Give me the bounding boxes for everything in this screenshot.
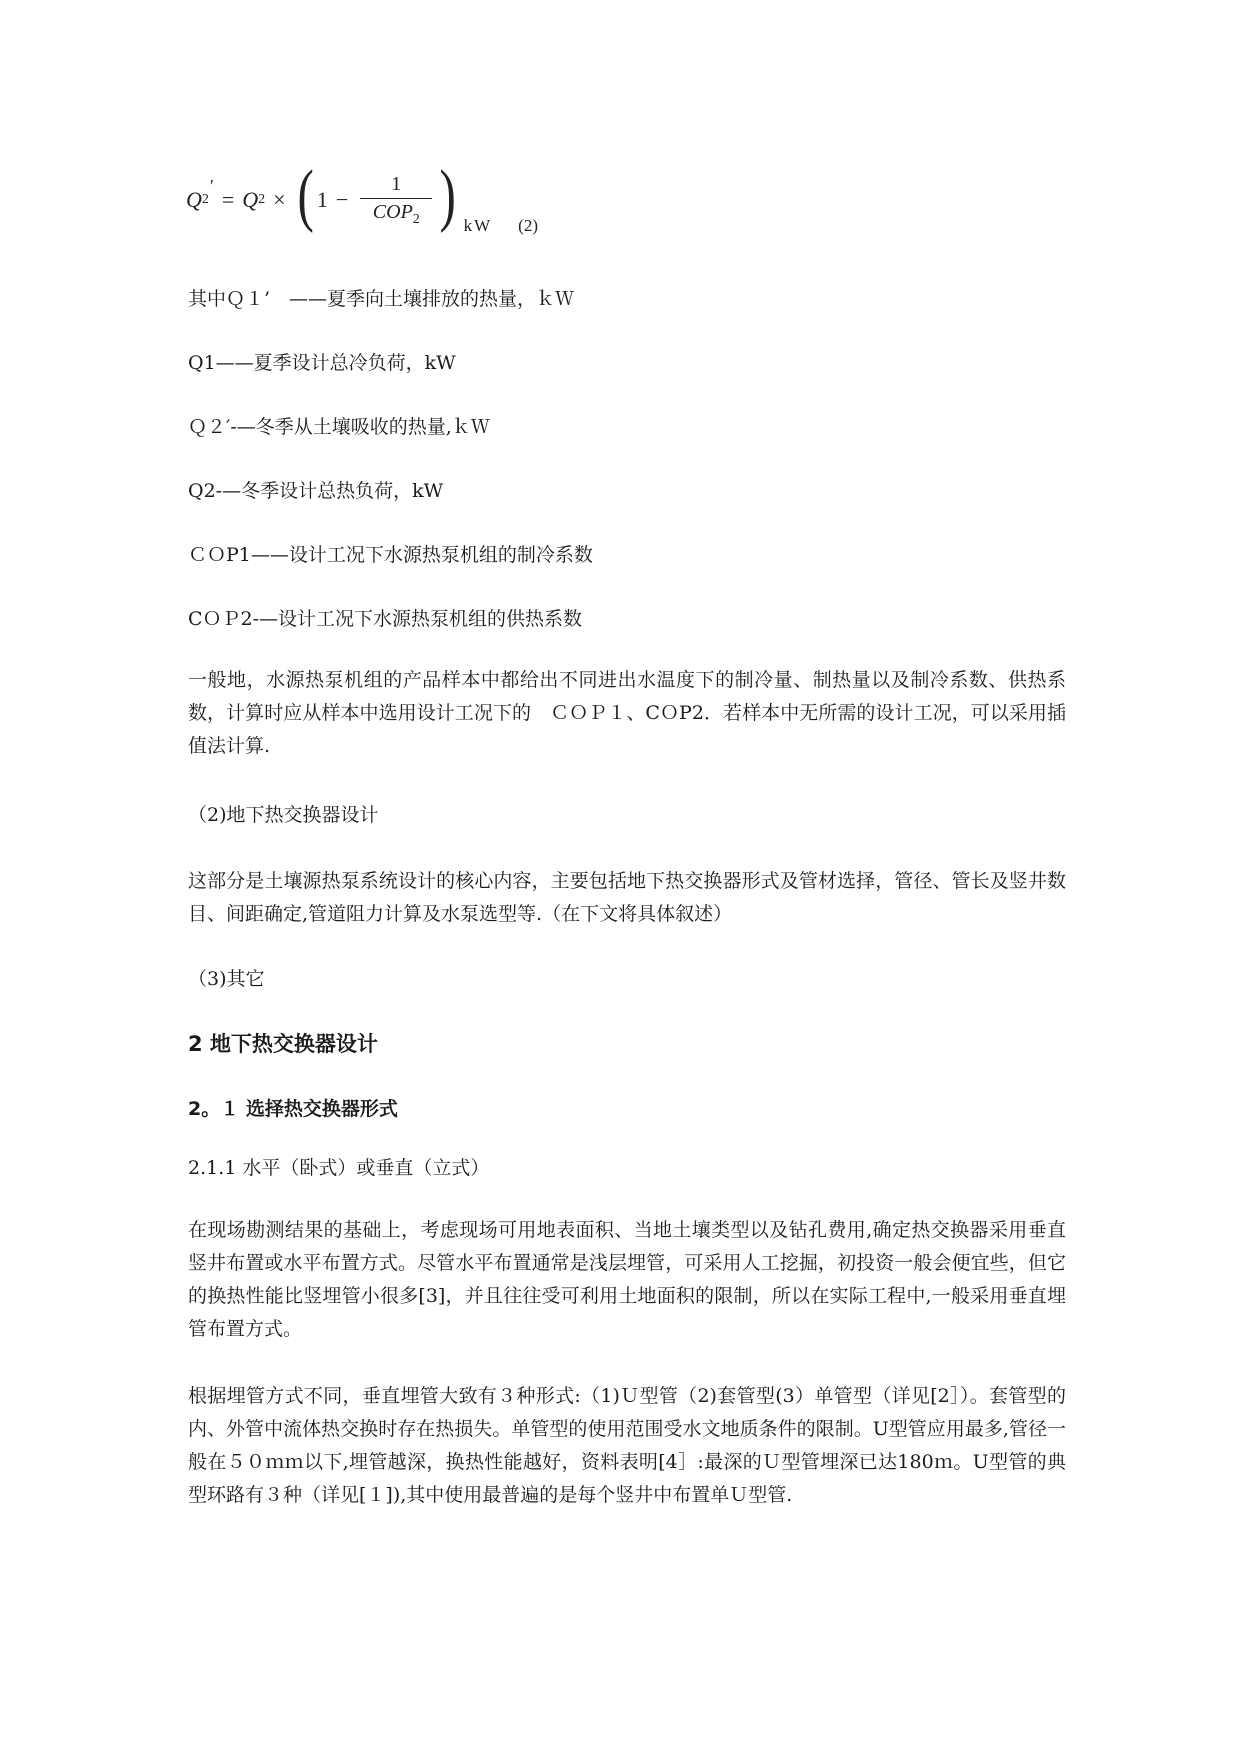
- formula-open-paren: (: [297, 157, 314, 234]
- definition-cop1: ＣＯP1——设计工况下水源热泵机组的制冷系数: [188, 544, 593, 566]
- list-item-2: （2)地下热交换器设计: [188, 804, 379, 826]
- formula-times: ×: [273, 187, 286, 212]
- formula-close-paren: ): [439, 157, 457, 234]
- formula-q2-prime: [186, 157, 538, 240]
- paragraph-cop-selection: 一般地，水源热泵机组的产品样本中都给出不同进出水温度下的制冷量、制热量以及制冷系数、供热系数，计算时应从样本中选用设计工况下的 ＣＯＰ１、CＯP2．若样本中无所需的设计工况，可以采用插值法计算.: [188, 669, 1066, 757]
- paragraph-core-design: 这部分是土壤源热泵系统设计的核心内容，主要包括地下热交换器形式及管材选择，管径、管长及竖井数目、间距确定,管道阻力计算及水泵选型等.（在下文将具体叙述）: [188, 870, 1066, 925]
- paragraph-layout-choice: 在现场勘测结果的基础上，考虑现场可用地表面积、当地土壤类型以及钻孔费用,确定热交换器采用垂直竖井布置或水平布置方式。尽管水平布置通常是浅层埋管，可采用人工挖掘，初投资一般会便宜些，但它的换热性能比竖埋管小很多[3]，并且往往受可利用土地面积的限制，所以在实际工程中,一般采用垂直埋管布置方式。: [188, 1219, 1066, 1340]
- definition-q2: Q2-—冬季设计总热负荷，kW: [188, 480, 444, 502]
- list-item-3: （3)其它: [188, 968, 265, 990]
- definition-cop2: CＯＰ2-—设计工况下水源热泵机组的供热系数: [188, 608, 583, 630]
- definition-q1-prime: 其中Ｑ１’ ——夏季向土壤排放的热量，ｋＷ: [188, 288, 575, 310]
- formula-lhs-sub: 2: [201, 192, 209, 207]
- formula-q: Q: [242, 187, 259, 212]
- formula-numerator: 1: [391, 172, 402, 195]
- section-heading: 2 地下热交换器设计: [188, 1032, 378, 1056]
- definition-q2-prime: Ｑ２′-—冬季从土壤吸收的热量,ｋＷ: [188, 416, 490, 438]
- formula-lhs: Q: [186, 187, 202, 212]
- paragraph-vertical-forms: 根据埋管方式不同，垂直埋管大致有３种形式:（1)Ｕ型管（2)套管型(3）单管型（详见[2］）。套管型的内、外管中流体热交换时存在热损失。单管型的使用范围受水文地质条件的限制。U型管应用最多,管径一般在５０ｍｍ以下,埋管越深，换热性能越好，资料表明[4］:最深的Ｕ型管埋深已达180ｍ。U型管的典型环路有３种（详见[１]),其中使用最普遍的是每个竖井中布置单Ｕ型管.: [188, 1385, 1066, 1506]
- formula-den-text: COP: [372, 200, 413, 223]
- formula-minus: −: [335, 187, 349, 212]
- formula-fraction: [360, 173, 432, 228]
- formula-equals: =: [221, 187, 235, 212]
- formula-unit: kW: [463, 216, 493, 235]
- formula-equation-number: (2): [518, 216, 538, 235]
- subsubsection-heading: 2.1.1 水平（卧式）或垂直（立式）: [188, 1157, 490, 1179]
- formula-denominator: [373, 199, 420, 228]
- formula-one: 1: [316, 187, 328, 212]
- formula-q-sub: 2: [258, 192, 266, 207]
- formula-prime: ′: [209, 175, 214, 196]
- formula-den-sub: 2: [412, 211, 420, 227]
- subsection-heading: 2。１ 选择热交换器形式: [188, 1098, 398, 1120]
- definition-q1: Q1——夏季设计总冷负荷，kW: [188, 352, 456, 374]
